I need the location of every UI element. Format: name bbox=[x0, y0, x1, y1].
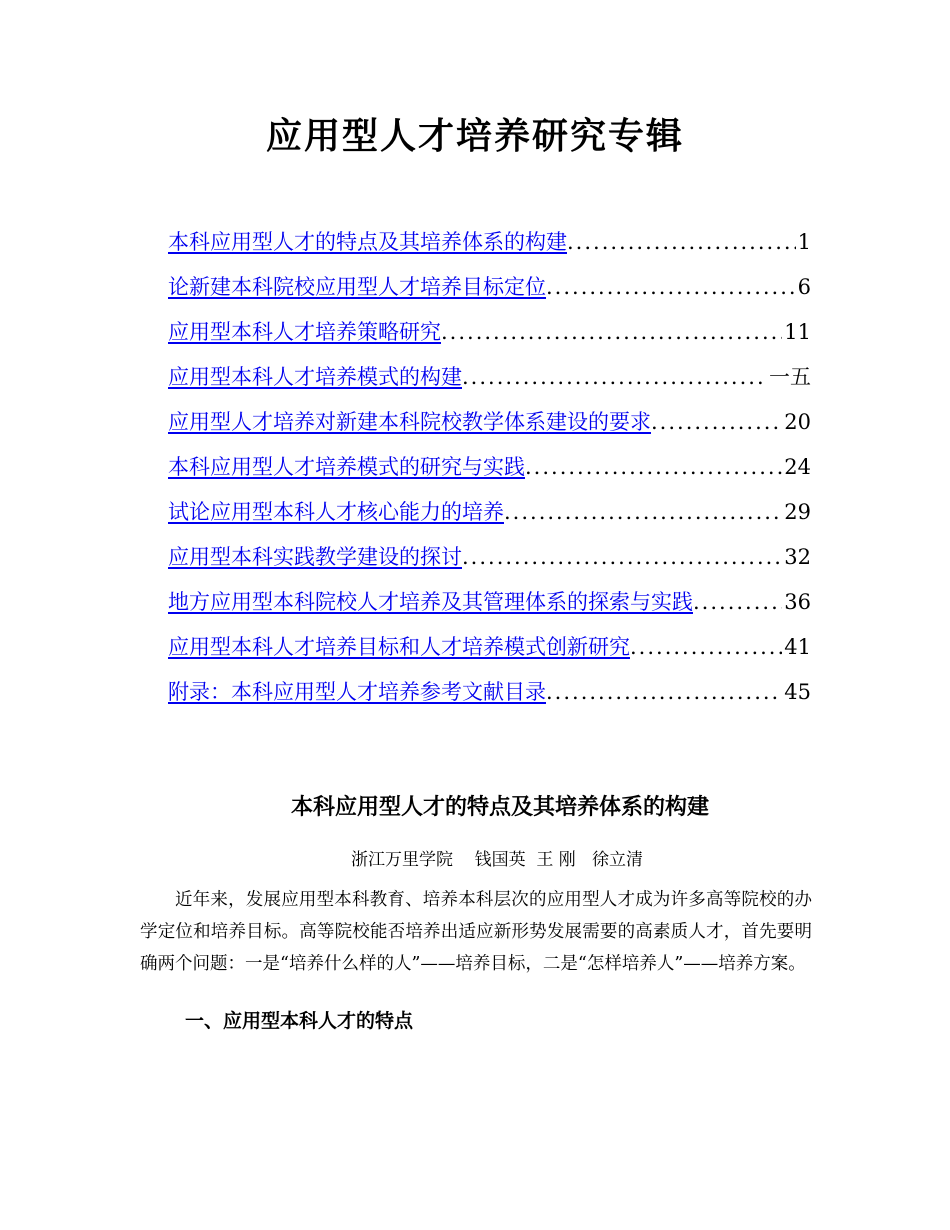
toc-entry bbox=[168, 492, 811, 537]
toc-entry bbox=[168, 447, 811, 492]
toc-page-number: 45 bbox=[784, 680, 811, 704]
toc-leader-dots bbox=[441, 312, 782, 352]
toc-link[interactable]: 本科应用型人才培养模式的研究与实践 bbox=[168, 455, 525, 479]
toc-link[interactable]: 地方应用型本科院校人才培养及其管理体系的探索与实践 bbox=[168, 590, 693, 614]
toc-page-number: 41 bbox=[784, 635, 811, 659]
toc-entry bbox=[168, 402, 811, 447]
toc-leader-dots bbox=[462, 357, 767, 397]
toc-link[interactable]: 应用型人才培养对新建本科院校教学体系建设的要求 bbox=[168, 410, 651, 434]
toc-entry bbox=[168, 267, 811, 312]
toc-entry bbox=[168, 672, 811, 717]
toc-page-number: 11 bbox=[784, 320, 811, 344]
article-byline: 浙江万里学院 钱国英 王 刚 徐立清 bbox=[350, 850, 644, 870]
toc-leader-dots bbox=[693, 582, 782, 622]
toc-entry bbox=[168, 537, 811, 582]
toc-entry bbox=[168, 222, 811, 267]
article-paragraph: 近年来，发展应用型本科教育、培养本科层次的应用型人才成为许多高等院校的办学定位和培养目标。高等院校能否培养出适应新形势发展需要的高素质人才，首先要明确两个问题：一是“培养什么样的人”——培养目标，二是“怎样培养人”——培养方案。 bbox=[140, 890, 812, 974]
article-title: 本科应用型人才的特点及其培养体系的构建 bbox=[290, 795, 709, 820]
toc-leader-dots bbox=[504, 492, 782, 532]
toc-entry bbox=[168, 357, 811, 402]
toc-leader-dots bbox=[546, 267, 796, 307]
toc-page-number: 29 bbox=[784, 500, 811, 524]
toc-page-number: 20 bbox=[784, 410, 811, 434]
section-heading: 一、应用型本科人才的特点 bbox=[185, 1010, 414, 1032]
toc-entry bbox=[168, 312, 811, 357]
toc-link[interactable]: 试论应用型本科人才核心能力的培养 bbox=[168, 500, 504, 524]
toc-link[interactable]: 应用型本科人才培养模式的构建 bbox=[168, 365, 462, 389]
page-title: 应用型人才培养研究专辑 bbox=[265, 115, 684, 157]
toc-link[interactable]: 应用型本科人才培养目标和人才培养模式创新研究 bbox=[168, 635, 630, 659]
table-of-contents bbox=[168, 222, 811, 717]
toc-page-number: 1 bbox=[797, 230, 811, 254]
toc-leader-dots bbox=[651, 402, 782, 442]
toc-link[interactable]: 应用型本科实践教学建设的探讨 bbox=[168, 545, 462, 569]
toc-page-number: 24 bbox=[784, 455, 811, 479]
toc-entry bbox=[168, 627, 811, 672]
toc-leader-dots bbox=[567, 222, 796, 262]
toc-link[interactable]: 应用型本科人才培养策略研究 bbox=[168, 320, 441, 344]
toc-leader-dots bbox=[630, 627, 782, 667]
toc-entry bbox=[168, 582, 811, 627]
toc-page-number: 6 bbox=[797, 275, 811, 299]
toc-page-number: 一五 bbox=[769, 365, 811, 389]
toc-link[interactable]: 本科应用型人才的特点及其培养体系的构建 bbox=[168, 230, 567, 254]
toc-link[interactable]: 附录：本科应用型人才培养参考文献目录 bbox=[168, 680, 546, 704]
toc-page-number: 32 bbox=[784, 545, 811, 569]
toc-leader-dots bbox=[546, 672, 782, 712]
toc-link[interactable]: 论新建本科院校应用型人才培养目标定位 bbox=[168, 275, 546, 299]
toc-leader-dots bbox=[525, 447, 782, 487]
toc-leader-dots bbox=[462, 537, 782, 577]
toc-page-number: 36 bbox=[784, 590, 811, 614]
